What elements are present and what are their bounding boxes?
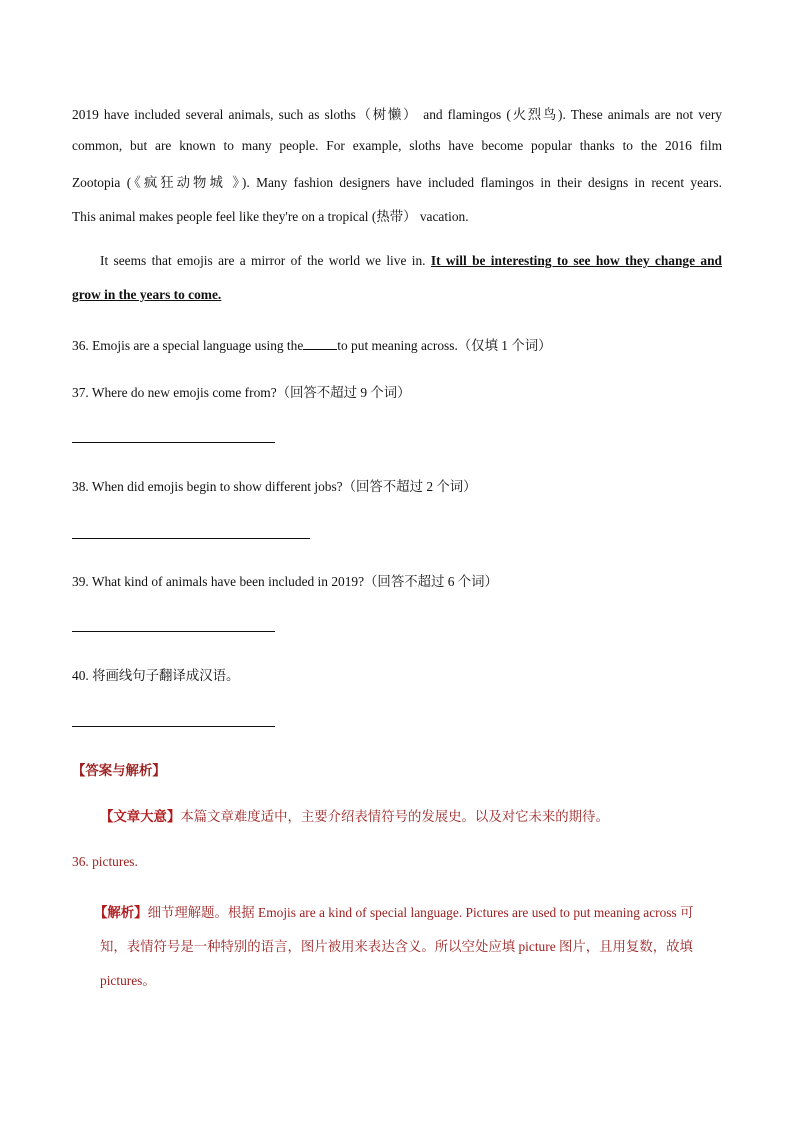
passage-line-2: common, but are known to many people. For example, sloths have become popular thanks to the 2016 film	[72, 138, 722, 153]
question-38: 38. When did emojis begin to show different jobs?（回答不超过 2 个词）	[72, 479, 477, 494]
question-36	[72, 335, 722, 354]
question-40: 40. 将画线句子翻译成汉语。	[72, 668, 240, 683]
passage-para2-line-2	[72, 287, 722, 303]
answers-header: 【答案与解析】	[72, 763, 166, 778]
summary-text: 本篇文章难度适中，主要介绍表情符号的发展史。以及对它未来的期待。	[180, 809, 609, 824]
question-36-text-b: to put meaning across.（仅填 1 个词）	[337, 338, 552, 353]
analysis-tag: 【解析】	[94, 905, 148, 920]
summary-line	[100, 806, 609, 825]
answer-36: 36. pictures.	[72, 854, 138, 869]
question-36-text-a: 36. Emojis are a special language using the	[72, 338, 304, 353]
answer-line-40[interactable]	[72, 726, 275, 727]
analysis-line-3: pictures。	[100, 973, 156, 988]
passage-para2-start: It seems that emojis are a mirror of the world we live in.	[100, 253, 426, 268]
question-36-blank[interactable]	[303, 337, 337, 350]
question-39: 39. What kind of animals have been included in 2019?（回答不超过 6 个词）	[72, 574, 498, 589]
analysis-line-1	[94, 902, 722, 921]
answer-line-39[interactable]	[72, 631, 275, 632]
answer-line-37[interactable]	[72, 442, 275, 443]
underlined-sentence-part2: grow in the years to come.	[72, 287, 222, 302]
analysis-text-1: 细节理解题。根据 Emojis are a kind of special language. Pictures are used to put meaning across 可	[147, 905, 694, 920]
passage-line-3: Zootopia (《疯狂动物城 》). Many fashion designers have included flamingos in their designs in recent years.	[72, 175, 722, 190]
analysis-line-2: 知，表情符号是一种特别的语言，图片被用来表达含义。所以空处应填 picture 图片，且用复数，故填	[100, 939, 693, 954]
underlined-sentence-part1: It will be interesting to see how they change and	[430, 253, 722, 268]
passage-line-4: This animal makes people feel like they're on a tropical (热带） vacation.	[72, 209, 469, 224]
question-37: 37. Where do new emojis come from?（回答不超过 9 个词）	[72, 385, 411, 400]
passage-para2-line-1	[100, 253, 722, 269]
summary-tag: 【文章大意】	[100, 809, 181, 824]
passage-line-1: 2019 have included several animals, such as sloths（树懒） and flamingos (火烈鸟). These animals are not very	[72, 107, 722, 122]
answer-line-38[interactable]	[72, 538, 310, 539]
